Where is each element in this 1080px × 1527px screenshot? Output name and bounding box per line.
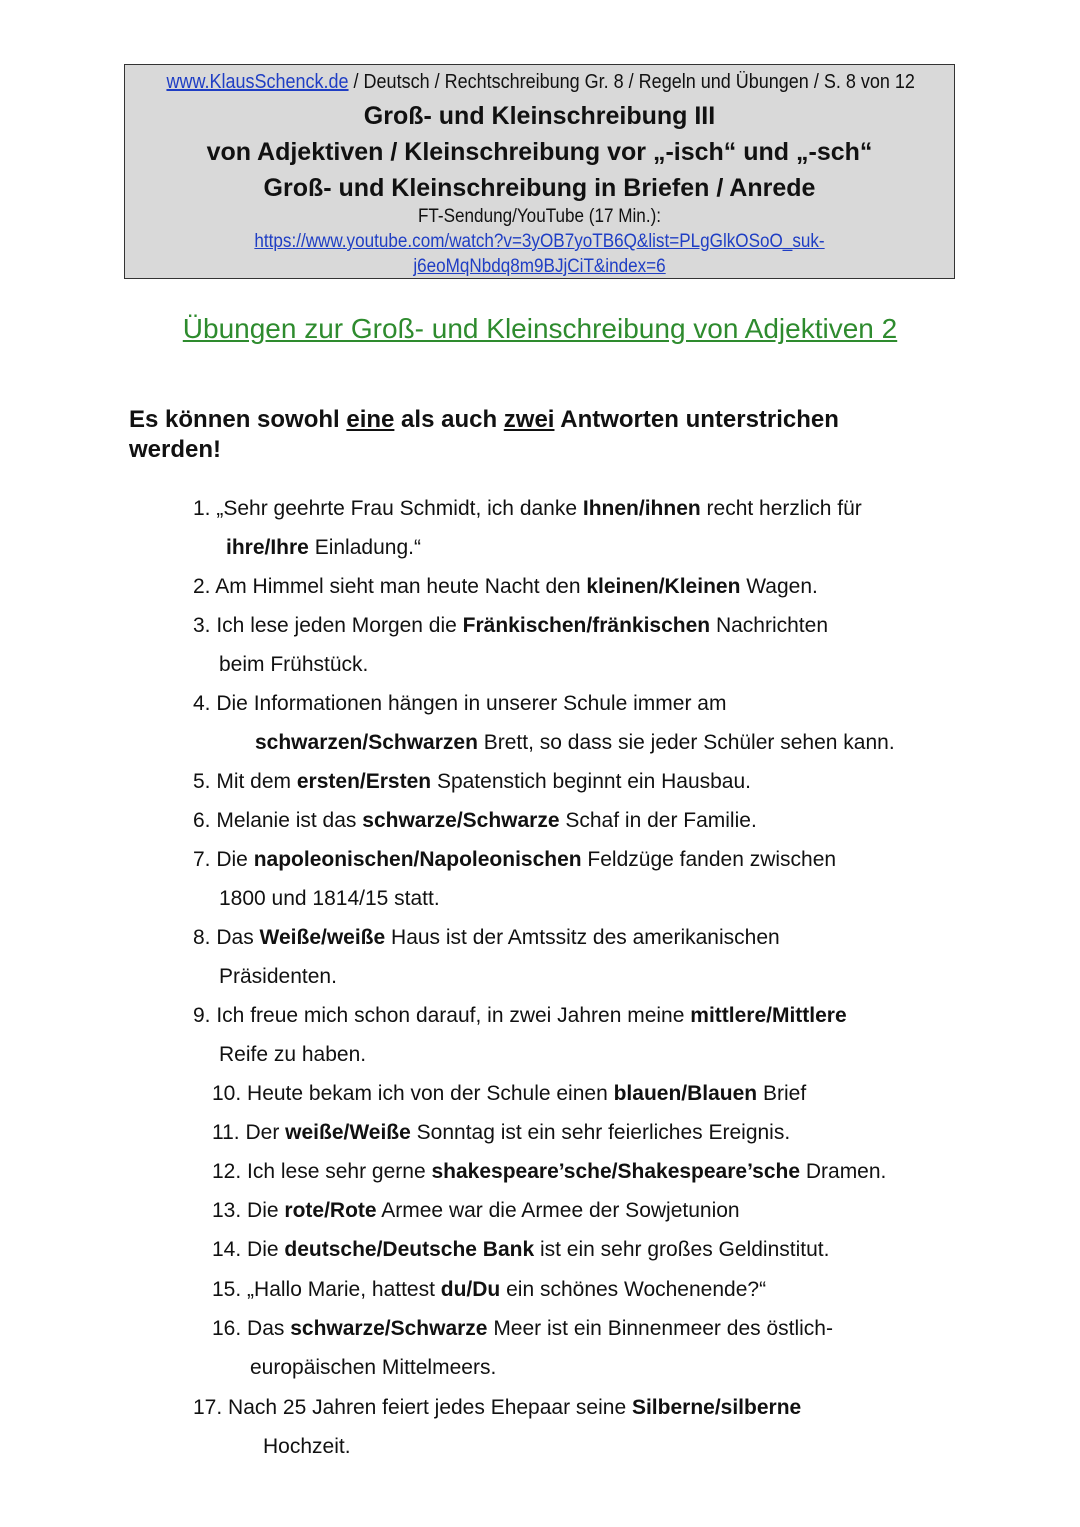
- exercise-number: 8.: [193, 926, 211, 949]
- exercise-text-end: Wagen.: [740, 575, 818, 598]
- exercise-text: Die Informationen hängen in unserer Schule immer am: [210, 692, 727, 715]
- exercise-number: 13.: [212, 1199, 242, 1222]
- exercise-text-end: Spatenstich beginnt ein Hausbau.: [431, 770, 752, 793]
- exercise-5: [193, 762, 751, 801]
- exercise-7: [193, 840, 836, 879]
- exercise-choice: schwarzen/Schwarzen: [255, 731, 478, 754]
- exercise-choice: Weiße/weiße: [259, 926, 386, 949]
- exercise-16: [212, 1309, 833, 1348]
- breadcrumb-path: / Deutsch / Rechtschreibung Gr. 8 / Regeln und Übungen / S. 8 von 12: [348, 71, 915, 93]
- exercise-16-continuation: [250, 1348, 496, 1387]
- exercise-text: Brett, so dass sie jeder Schüler sehen kann.: [477, 731, 895, 754]
- exercise-choice: Fränkischen/fränkischen: [462, 614, 711, 637]
- exercise-number: 4.: [193, 692, 211, 715]
- exercise-3-continuation: [219, 645, 368, 684]
- exercise-8-continuation: [219, 957, 337, 996]
- exercise-text: Die: [241, 1238, 285, 1261]
- exercise-text: Mit dem: [210, 770, 297, 793]
- exercise-3: [193, 606, 828, 645]
- exercise-text: Ich lese jeden Morgen die: [210, 614, 463, 637]
- exercise-text-end: Brief: [757, 1082, 807, 1105]
- exercise-14: [212, 1230, 829, 1269]
- exercise-text: „Sehr geehrte Frau Schmidt, ich danke: [210, 497, 583, 520]
- exercise-15: [212, 1270, 766, 1309]
- exercise-6: [193, 801, 757, 840]
- instruction-part-1: Es können sowohl: [129, 406, 347, 433]
- exercise-text: Die: [241, 1199, 285, 1222]
- exercise-4: [193, 684, 726, 723]
- exercise-7-continuation: [219, 879, 440, 918]
- exercise-number: 12.: [212, 1160, 242, 1183]
- instruction-part-2: als auch: [394, 406, 504, 433]
- exercise-choice: napoleonischen/Napoleonischen: [253, 848, 582, 871]
- exercise-text: Reife zu haben.: [219, 1043, 367, 1066]
- exercise-choice: shakespeare’sche/Shakespeare’sche: [431, 1160, 801, 1183]
- header-box: [124, 64, 955, 279]
- exercise-text-end: recht herzlich für: [700, 497, 862, 520]
- exercise-text-end: ein schönes Wochenende?“: [500, 1278, 767, 1301]
- exercise-text: Melanie ist das: [210, 809, 363, 832]
- exercise-choice: kleinen/Kleinen: [586, 575, 741, 598]
- exercise-text: Präsidenten.: [219, 965, 337, 988]
- exercise-number: 2.: [193, 575, 211, 598]
- exercise-choice: Silberne/silberne: [631, 1396, 802, 1419]
- exercise-text-end: ist ein sehr großes Geldinstitut.: [534, 1238, 830, 1261]
- youtube-link-line-1[interactable]: https://www.youtube.com/watch?v=3yOB7yoTB6Q&list=PLgGlkOSoO_suk-: [254, 231, 825, 252]
- exercise-number: 7.: [193, 848, 211, 871]
- exercise-12: [212, 1152, 886, 1191]
- exercise-number: 9.: [193, 1004, 211, 1027]
- exercise-choice: du/Du: [440, 1278, 501, 1301]
- exercise-choice: schwarze/Schwarze: [362, 809, 560, 832]
- exercise-10: [212, 1074, 806, 1113]
- exercise-text: Ich freue mich schon darauf, in zwei Jahren meine: [210, 1004, 691, 1027]
- exercise-text: beim Frühstück.: [219, 653, 369, 676]
- exercise-text: Am Himmel sieht man heute Nacht den: [210, 575, 587, 598]
- exercise-number: 14.: [212, 1238, 242, 1261]
- exercise-1: [193, 489, 862, 528]
- exercise-number: 10.: [212, 1082, 242, 1105]
- exercise-text: Der: [239, 1121, 286, 1144]
- exercise-choice: ihre/Ihre: [226, 536, 309, 559]
- exercise-1-continuation: [226, 528, 421, 567]
- exercise-text: Nach 25 Jahren feiert jedes Ehepaar seine: [222, 1396, 632, 1419]
- section-title: Übungen zur Groß- und Kleinschreibung von Adjektiven 2: [182, 313, 898, 344]
- instruction-underline-2: zwei: [503, 406, 555, 433]
- exercise-number: 6.: [193, 809, 211, 832]
- exercise-number: 3.: [193, 614, 211, 637]
- instruction: [129, 405, 929, 465]
- exercise-number: 16.: [212, 1317, 242, 1340]
- exercise-number: 15.: [212, 1278, 242, 1301]
- exercise-text-end: Schaf in der Familie.: [559, 809, 757, 832]
- exercise-17: [193, 1388, 801, 1427]
- exercise-choice: ersten/Ersten: [296, 770, 432, 793]
- exercise-text: Heute bekam ich von der Schule einen: [241, 1082, 614, 1105]
- instruction-part-4: werden!: [129, 436, 222, 463]
- exercise-text: Ich lese sehr gerne: [241, 1160, 432, 1183]
- exercise-text: europäischen Mittelmeers.: [250, 1356, 497, 1379]
- exercise-number: 17.: [193, 1396, 223, 1419]
- exercise-choice: Ihnen/ihnen: [582, 497, 701, 520]
- breadcrumb: [166, 71, 915, 94]
- exercise-text: „Hallo Marie, hattest: [241, 1278, 441, 1301]
- exercise-9: [193, 996, 847, 1035]
- exercise-choice: rote/Rote: [284, 1199, 377, 1222]
- instruction-part-3: Antworten unterstrichen: [554, 406, 839, 433]
- exercise-2: [193, 567, 818, 606]
- exercise-number: 11.: [212, 1121, 240, 1144]
- exercise-text-end: Meer ist ein Binnenmeer des östlich-: [487, 1317, 833, 1340]
- exercise-text: 1800 und 1814/15 statt.: [219, 887, 440, 910]
- exercise-13: [212, 1191, 740, 1230]
- youtube-link-line-2[interactable]: j6eoMqNbdq8m9BJjCiT&index=6: [413, 256, 666, 277]
- header-title-3: Groß- und Kleinschreibung in Briefen / Anrede: [263, 174, 816, 202]
- exercise-text: Einladung.“: [308, 536, 421, 559]
- exercise-choice: blauen/Blauen: [613, 1082, 758, 1105]
- exercise-text-end: Dramen.: [800, 1160, 887, 1183]
- exercise-text-end: Sonntag ist ein sehr feierliches Ereignis.: [410, 1121, 791, 1144]
- site-link[interactable]: www.KlausSchenck.de: [166, 71, 349, 93]
- exercise-text: Das: [210, 926, 260, 949]
- instruction-underline-1: eine: [346, 406, 395, 433]
- exercise-text-end: Feldzüge fanden zwischen: [581, 848, 837, 871]
- header-title-1: Groß- und Kleinschreibung III: [363, 102, 716, 130]
- exercise-8: [193, 918, 780, 957]
- ft-line: FT-Sendung/YouTube (17 Min.):: [417, 206, 662, 227]
- exercise-text-end: Haus ist der Amtssitz des amerikanischen: [385, 926, 780, 949]
- exercise-number: 5.: [193, 770, 211, 793]
- exercise-text-end: Nachrichten: [710, 614, 828, 637]
- header-title-2: von Adjektiven / Kleinschreibung vor „-isch“ und „-sch“: [206, 138, 873, 166]
- exercise-11: [212, 1113, 790, 1152]
- exercise-9-continuation: [219, 1035, 366, 1074]
- exercise-4-continuation: [255, 723, 895, 762]
- exercise-choice: weiße/Weiße: [285, 1121, 411, 1144]
- exercise-choice: schwarze/Schwarze: [290, 1317, 488, 1340]
- exercise-text: Hochzeit.: [263, 1435, 351, 1458]
- exercise-number: 1.: [193, 497, 211, 520]
- exercise-choice: deutsche/Deutsche Bank: [284, 1238, 535, 1261]
- exercise-text-end: Armee war die Armee der Sowjetunion: [376, 1199, 740, 1222]
- exercise-choice: mittlere/Mittlere: [690, 1004, 847, 1027]
- exercise-text: Das: [241, 1317, 291, 1340]
- exercise-text: Die: [210, 848, 254, 871]
- exercise-17-continuation: [263, 1427, 351, 1466]
